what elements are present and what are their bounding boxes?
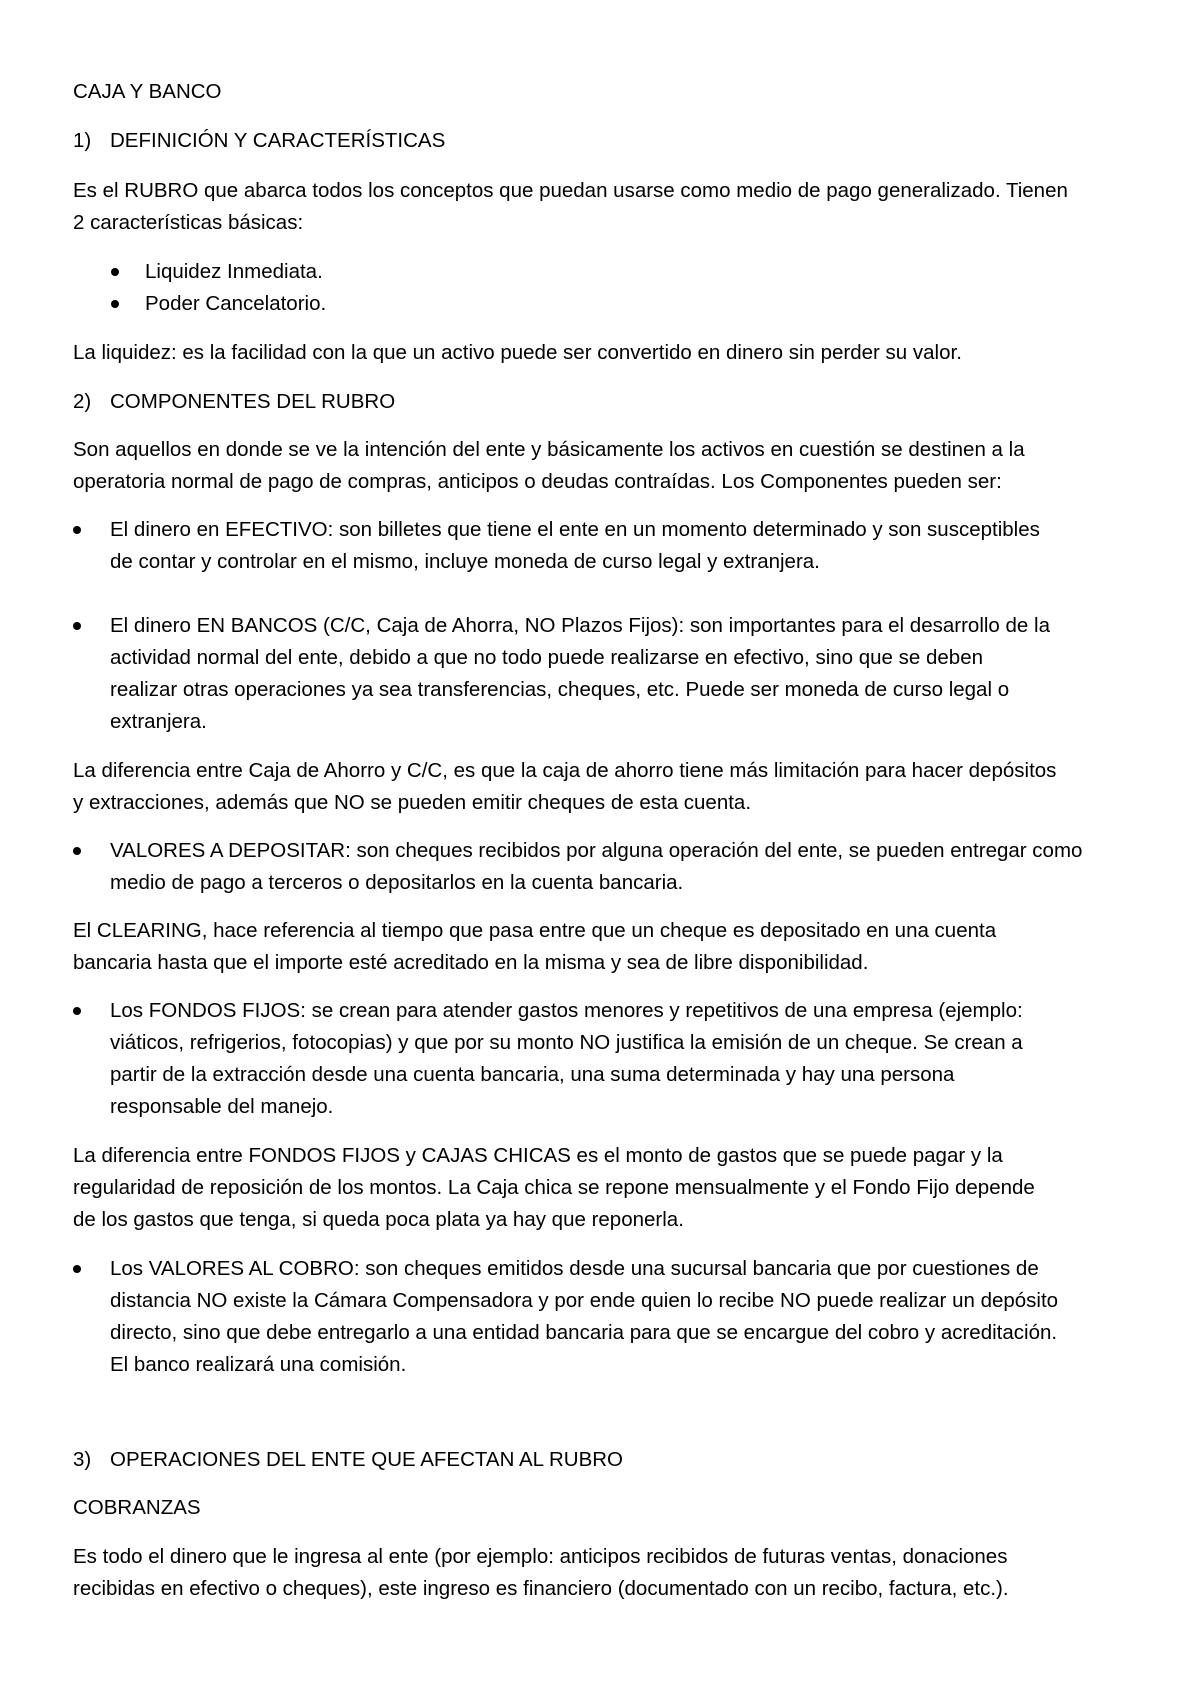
bullet-dot — [73, 526, 81, 534]
cobranzas-heading: COBRANZAS — [73, 1496, 201, 1519]
bullet-dot — [73, 1007, 81, 1015]
bullet-dot — [73, 1265, 81, 1273]
section-1-heading: DEFINICIÓN Y CARACTERÍSTICAS — [110, 129, 446, 152]
efectivo-line-1: El dinero en EFECTIVO: son billetes que tiene el ente en un momento determinado y son susceptibles — [110, 518, 1040, 541]
efectivo-line-2: de contar y controlar en el mismo, incluye moneda de curso legal y extranjera. — [110, 550, 820, 573]
cobro-line-3: directo, sino que debe entregarlo a una entidad bancaria para que se encargue del cobro y acreditación. — [110, 1321, 1058, 1344]
section-2-heading: COMPONENTES DEL RUBRO — [110, 390, 396, 413]
list-item-liquidez: Liquidez Inmediata. — [145, 260, 323, 283]
diferencia-line-2: y extracciones, además que NO se pueden emitir cheques de esta cuenta. — [73, 791, 752, 814]
cobro-line-4: El banco realizará una comisión. — [110, 1353, 407, 1376]
fondos-line-2: viáticos, refrigerios, fotocopias) y que por su monto NO justifica la emisión de un cheque. Se crean a — [110, 1031, 1023, 1054]
section-2-intro-line-1: Son aquellos en donde se ve la intención del ente y básicamente los activos en cuestión se destinen a la — [73, 438, 1025, 461]
fondos-line-3: partir de la extracción desde una cuenta bancaria, una suma determinada y hay una persona — [110, 1063, 955, 1086]
cobranzas-line-1: Es todo el dinero que le ingresa al ente (por ejemplo: anticipos recibidos de futuras ventas, donaciones — [73, 1545, 1008, 1568]
cobranzas-line-2: recibidas en efectivo o cheques), este ingreso es financiero (documentado con un recibo, factura, etc.). — [73, 1577, 1009, 1600]
document-title: CAJA Y BANCO — [73, 80, 222, 103]
bancos-line-4: extranjera. — [110, 710, 207, 733]
clearing-line-2: bancaria hasta que el importe esté acreditado en la misma y sea de libre disponibilidad. — [73, 951, 869, 974]
cajas-line-2: regularidad de reposición de los montos. La Caja chica se repone mensualmente y el Fondo Fijo depende — [73, 1176, 1035, 1199]
fondos-line-1: Los FONDOS FIJOS: se crean para atender gastos menores y repetitivos de una empresa (ejemplo: — [110, 999, 1023, 1022]
bullet-dot — [73, 622, 81, 630]
bancos-line-3: realizar otras operaciones ya sea transferencias, cheques, etc. Puede ser moneda de curso legal o — [110, 678, 1010, 701]
section-1-intro-line-2: 2 características básicas: — [73, 211, 304, 234]
fondos-line-4: responsable del manejo. — [110, 1095, 334, 1118]
cobro-line-2: distancia NO existe la Cámara Compensadora y por ende quien lo recibe NO puede realizar un depósito — [110, 1289, 1059, 1312]
bancos-line-1: El dinero EN BANCOS (C/C, Caja de Ahorra, NO Plazos Fijos): son importantes para el desarrollo de la — [110, 614, 1050, 637]
section-1-number: 1) — [73, 129, 92, 152]
section-3-number: 3) — [73, 1448, 92, 1471]
valores-line-2: medio de pago a terceros o depositarlos en la cuenta bancaria. — [110, 871, 684, 894]
bullet-dot — [111, 268, 119, 276]
section-1-intro-line-1: Es el RUBRO que abarca todos los conceptos que puedan usarse como medio de pago generalizado. Tienen — [73, 179, 1068, 202]
valores-line-1: VALORES A DEPOSITAR: son cheques recibidos por alguna operación del ente, se pueden entregar como — [110, 839, 1083, 862]
bullet-dot — [111, 300, 119, 308]
section-2-number: 2) — [73, 390, 92, 413]
liquidity-definition: La liquidez: es la facilidad con la que un activo puede ser convertido en dinero sin perder su valor. — [73, 341, 962, 364]
cajas-line-1: La diferencia entre FONDOS FIJOS y CAJAS CHICAS es el monto de gastos que se puede pagar y la — [73, 1144, 1003, 1167]
bullet-dot — [73, 847, 81, 855]
clearing-line-1: El CLEARING, hace referencia al tiempo que pasa entre que un cheque es depositado en una cuenta — [73, 919, 997, 942]
cajas-line-3: de los gastos que tenga, si queda poca plata ya hay que reponerla. — [73, 1208, 684, 1231]
bancos-line-2: actividad normal del ente, debido a que no todo puede realizarse en efectivo, sino que se deben — [110, 646, 984, 669]
cobro-line-1: Los VALORES AL COBRO: son cheques emitidos desde una sucursal bancaria que por cuestiones de — [110, 1257, 1039, 1280]
list-item-poder: Poder Cancelatorio. — [145, 292, 327, 315]
section-2-intro-line-2: operatoria normal de pago de compras, anticipos o deudas contraídas. Los Componentes pueden ser: — [73, 470, 1002, 493]
section-3-heading: OPERACIONES DEL ENTE QUE AFECTAN AL RUBRO — [110, 1448, 623, 1471]
diferencia-line-1: La diferencia entre Caja de Ahorro y C/C, es que la caja de ahorro tiene más limitación para hacer depósitos — [73, 759, 1057, 782]
